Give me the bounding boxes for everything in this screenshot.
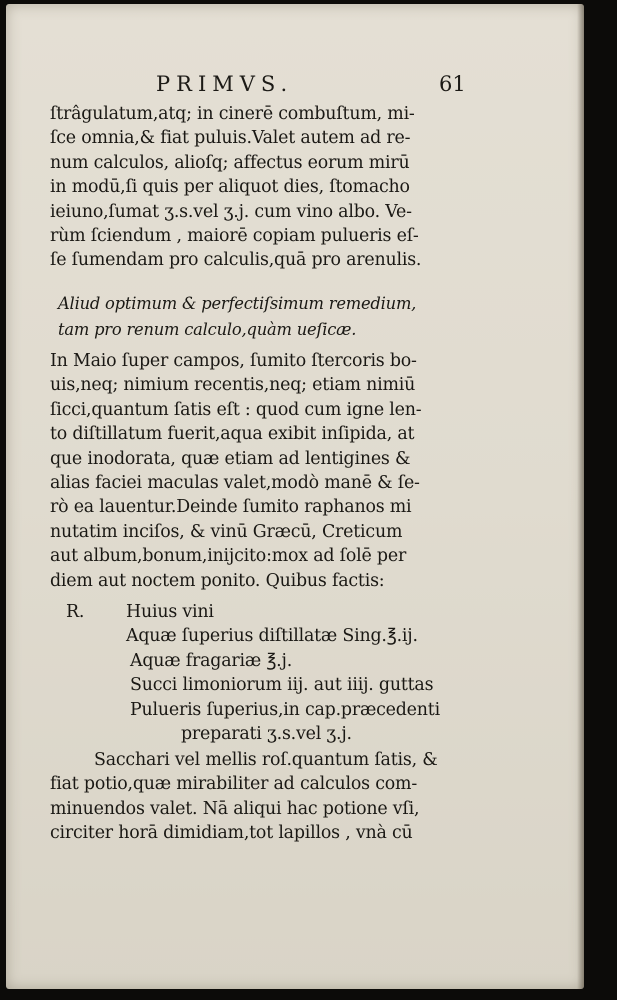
text-line: aut album,bonum,inijcito:mox ad ſolē per (50, 546, 407, 567)
text-line: circiter horā dimidiam,tot lapillos , vnà cū (50, 823, 413, 844)
recipe-ingredient: Aquæ fragariæ ℥.j. (130, 650, 293, 671)
paragraph-2 (50, 349, 480, 593)
text-line: ſce omnia,& fiat puluis.Valet autem ad re- (50, 128, 411, 149)
page-edge-shadow (577, 4, 584, 989)
text-line: num calculos, alioſq; affectus eorum mirū (50, 152, 410, 173)
text-line: ſe ſumendam pro calculis,quā pro arenulis. (50, 250, 422, 271)
text-line: alias faciei maculas valet,modò manē & ſe- (50, 472, 420, 493)
recipe-block (50, 600, 480, 746)
recipe-ingredient: Huius vini (126, 602, 214, 622)
text-line: uis,neq; nimium recentis,neq; etiam nimiū (50, 375, 416, 396)
text-line: minuendos valet. Nā aliqui hac potione vſi, (50, 798, 420, 819)
text-line: rùm ſciendum , maiorē copiam pulueris eſ- (50, 225, 419, 246)
text-line: ſtrâgulatum,atq; in cinerē combuſtum, mi- (50, 104, 415, 124)
recipe-ingredient: Pulueris ſuperius,in cap.præcedenti (130, 699, 440, 720)
recipe-ingredient: preparati ʒ.s.vel ʒ.j. (181, 723, 352, 744)
text-line: ſicci,quantum ſatis eſt : quod cum igne len- (50, 399, 422, 420)
text-line: in modū,ſi quis per aliquot dies, ſtomacho (50, 177, 410, 198)
page-number: 61 (439, 72, 466, 96)
recipe-ingredient: Succi limoniorum iij. aut iiij. guttas (130, 675, 434, 696)
book-page (6, 4, 584, 989)
text-line: que inodorata, quæ etiam ad lentigines & (50, 448, 411, 469)
heading-line: tam pro renum calculo,quàm ueſicæ. (58, 320, 357, 339)
running-header (6, 72, 584, 100)
recipe-line (50, 600, 480, 624)
heading-line: Aliud optimum & perfectiſsimum remedium, (58, 294, 417, 313)
paragraph-1 (50, 102, 480, 273)
text-line: rò ea lauentur.Deinde ſumito raphanos mi (50, 497, 412, 518)
text-line: ieiuno,ſumat ʒ.s.vel ʒ.j. cum vino albo. Ve- (50, 201, 412, 222)
recipe-symbol: R. (66, 602, 85, 622)
recipe-ingredient: Aquæ ſuperius diſtillatæ Sing.℥.ij. (126, 626, 418, 647)
text-line: to diſtillatum fuerit,aqua exibit inſipida, at (50, 424, 415, 445)
text-line: In Maio ſuper campos, ſumito ſtercoris bo- (50, 351, 417, 371)
section-heading (58, 291, 478, 343)
running-title: PRIMVS. (156, 72, 294, 96)
text-line: fiat potio,quæ mirabiliter ad calculos com- (50, 774, 418, 795)
paragraph-3 (50, 748, 480, 846)
text-line: nutatim inciſos, & vinū Græcū, Creticum (50, 521, 403, 542)
text-line: diem aut noctem ponito. Quibus factis: (50, 570, 385, 591)
text-line: Sacchari vel mellis roſ.quantum ſatis, & (94, 750, 438, 770)
